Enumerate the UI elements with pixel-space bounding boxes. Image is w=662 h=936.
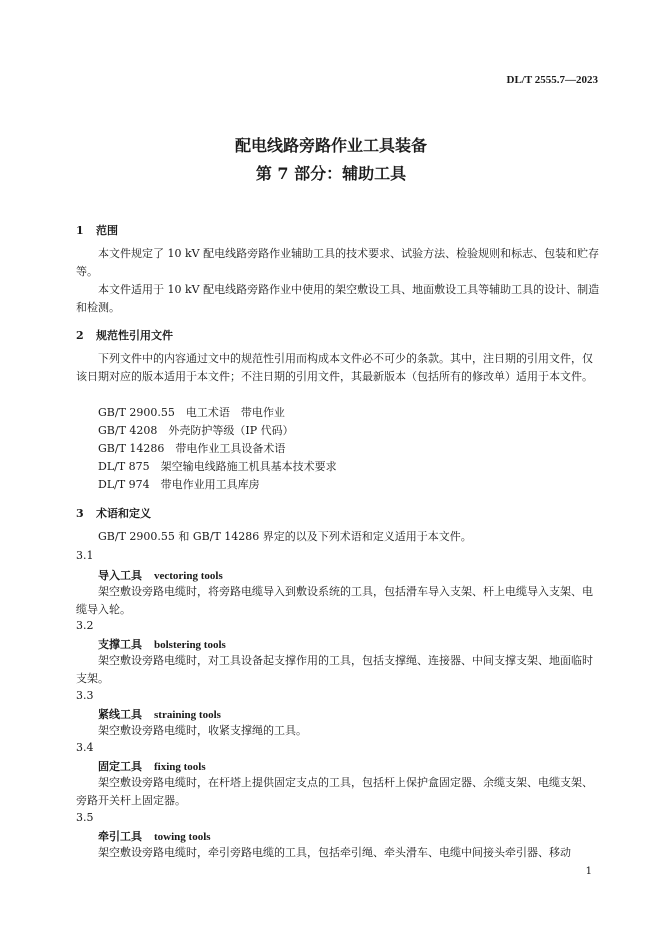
term-english: vectoring tools	[154, 570, 223, 582]
section-number: 1	[76, 224, 84, 237]
section-3-heading	[76, 505, 151, 521]
term-chinese: 固定工具	[98, 760, 142, 773]
reference-item	[98, 458, 337, 474]
page-number: 1	[585, 866, 592, 877]
reference-title: 电工术语 带电作业	[185, 406, 285, 419]
term-chinese: 支撑工具	[98, 638, 142, 651]
term-number: 3.3	[76, 689, 94, 702]
term-heading	[98, 828, 211, 844]
term-definition: 架空敷设旁路电缆时，将旁路电缆导入到敷设系统的工具，包括滑车导入支架、杆上电缆导入支架、电缆导入轮。	[76, 585, 593, 616]
term-number: 3.4	[76, 741, 94, 754]
term-english: towing tools	[154, 831, 211, 843]
reference-code: GB/T 14286	[98, 442, 165, 455]
section-number: 2	[76, 329, 84, 342]
reference-item	[98, 476, 260, 492]
reference-code: DL/T 875	[98, 460, 150, 473]
reference-item	[98, 422, 294, 438]
term-chinese: 导入工具	[98, 569, 142, 582]
reference-item	[98, 440, 285, 456]
section-1-paragraph-1: 本文件规定了 10 kV 配电线路旁路作业辅助工具的技术要求、试验方法、检验规则和标志、包装和贮存等。	[76, 247, 600, 278]
term-heading	[98, 567, 223, 583]
term-english: fixing tools	[154, 761, 206, 773]
term-number: 3.1	[76, 549, 94, 562]
term-number: 3.2	[76, 619, 94, 632]
section-2-heading	[76, 327, 173, 343]
standard-code: DL/T 2555.7—2023	[506, 74, 598, 86]
reference-title: 架空输电线路施工机具基本技术要求	[160, 460, 337, 473]
term-english: straining tools	[154, 709, 221, 721]
section-1-heading	[76, 222, 118, 238]
section-title: 范围	[96, 224, 118, 237]
term-heading	[98, 636, 226, 652]
term-definition: 架空敷设旁路电缆时，收紧支撑绳的工具。	[98, 724, 307, 737]
reference-title: 带电作业工具设备术语	[175, 442, 286, 455]
section-number: 3	[76, 507, 84, 520]
term-heading	[98, 706, 221, 722]
term-definition: 架空敷设旁路电缆时，对工具设备起支撑作用的工具，包括支撑绳、连接器、中间支撑支架、地面临时支架。	[76, 654, 593, 685]
document-title: 配电线路旁路作业工具装备	[234, 136, 427, 155]
term-english: bolstering tools	[154, 639, 226, 651]
section-1-paragraph-2: 本文件适用于 10 kV 配电线路旁路作业中使用的架空敷设工具、地面敷设工具等辅助工具的设计、制造和检测。	[76, 283, 600, 314]
document-subtitle: 第 7 部分：辅助工具	[255, 164, 407, 183]
reference-code: GB/T 4208	[98, 424, 158, 437]
reference-title: 外壳防护等级（IP 代码）	[168, 424, 294, 437]
term-definition: 架空敷设旁路电缆时，在杆塔上提供固定支点的工具，包括杆上保护盒固定器、余缆支架、电缆支架、旁路开关杆上固定器。	[76, 776, 593, 807]
term-chinese: 牵引工具	[98, 830, 142, 843]
section-title: 规范性引用文件	[96, 329, 173, 342]
term-chinese: 紧线工具	[98, 708, 142, 721]
reference-item	[98, 404, 285, 420]
reference-code: DL/T 974	[98, 478, 150, 491]
term-number: 3.5	[76, 811, 94, 824]
section-title: 术语和定义	[96, 507, 151, 520]
term-heading	[98, 758, 206, 774]
section-2-paragraph: 下列文件中的内容通过文中的规范性引用而构成本文件必不可少的条款。其中，注日期的引用文件，仅该日期对应的版本适用于本文件；不注日期的引用文件，其最新版本（包括所有的修改单）适用于本文件。	[76, 352, 593, 383]
reference-code: GB/T 2900.55	[98, 406, 175, 419]
reference-title: 带电作业用工具库房	[160, 478, 260, 491]
term-definition: 架空敷设旁路电缆时，牵引旁路电缆的工具，包括牵引绳、牵头滑车、电缆中间接头牵引器、移动	[98, 846, 571, 859]
section-3-intro: GB/T 2900.55 和 GB/T 14286 界定的以及下列术语和定义适用于本文件。	[98, 530, 472, 543]
